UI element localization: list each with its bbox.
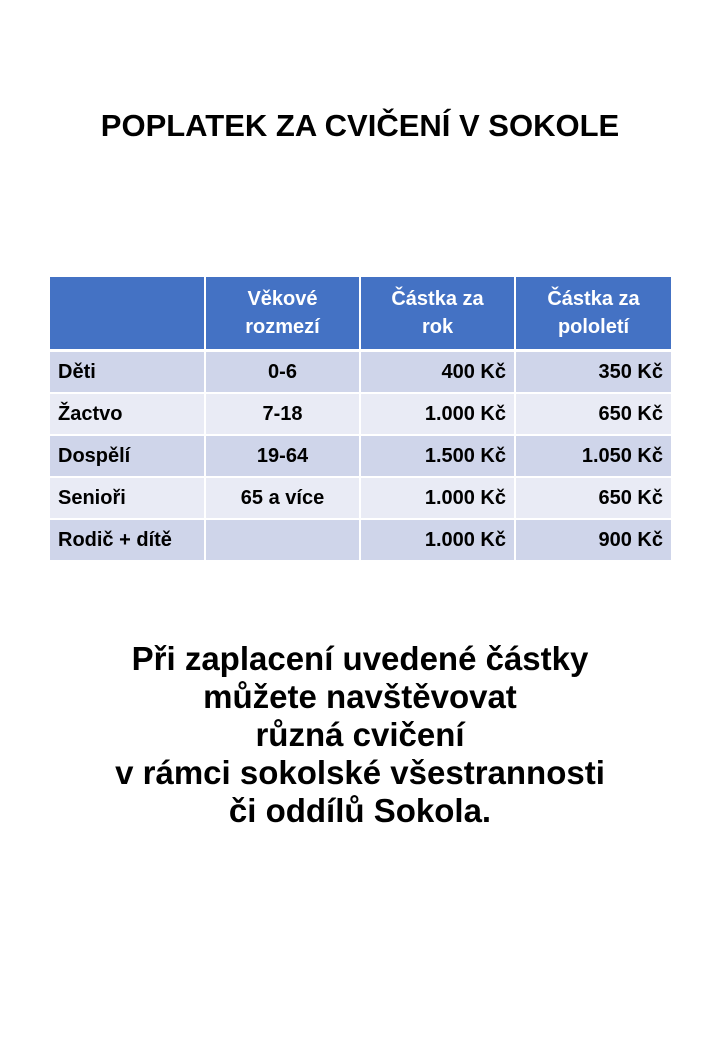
table-row (50, 351, 671, 394)
yearly-fee-cell: 1.000 Kč (360, 477, 515, 519)
category-cell: Děti (50, 351, 205, 394)
header-cell-age-range: Věkové rozmezí (205, 277, 360, 351)
half-year-fee-cell: 650 Kč (515, 477, 671, 519)
table-row (50, 519, 671, 560)
half-year-fee-cell: 900 Kč (515, 519, 671, 560)
yearly-fee-cell: 1.000 Kč (360, 519, 515, 560)
yearly-fee-cell: 1.000 Kč (360, 393, 515, 435)
age-range-cell: 0-6 (205, 351, 360, 394)
table-row (50, 393, 671, 435)
table-row (50, 435, 671, 477)
note-line: Při zaplacení uvedené částky (131, 640, 589, 677)
age-range-cell: 19-64 (205, 435, 360, 477)
yearly-fee-cell: 1.500 Kč (360, 435, 515, 477)
category-cell: Senioři (50, 477, 205, 519)
age-range-cell: 7-18 (205, 393, 360, 435)
fee-table (50, 277, 671, 560)
age-range-cell: 65 a více (205, 477, 360, 519)
table-header-row (50, 277, 671, 351)
header-cell-yearly-fee: Částka za rok (360, 277, 515, 351)
half-year-fee-cell: 350 Kč (515, 351, 671, 394)
yearly-fee-cell: 400 Kč (360, 351, 515, 394)
note-line: či oddílů Sokola. (228, 792, 492, 829)
half-year-fee-cell: 1.050 Kč (515, 435, 671, 477)
page-title: POPLATEK ZA CVIČENÍ V SOKOLE (100, 108, 620, 143)
category-cell: Žactvo (50, 393, 205, 435)
note-line: v rámci sokolské všestrannosti (115, 754, 605, 791)
age-range-cell (205, 519, 360, 560)
header-cell-half-year-fee: Částka za pololetí (515, 277, 671, 351)
table-row (50, 477, 671, 519)
note-line: různá cvičení (255, 716, 465, 753)
category-cell: Dospělí (50, 435, 205, 477)
note-line: můžete navštěvovat (203, 678, 517, 715)
header-cell-category (50, 277, 205, 351)
half-year-fee-cell: 650 Kč (515, 393, 671, 435)
category-cell: Rodič + dítě (50, 519, 205, 560)
info-note (0, 640, 720, 830)
